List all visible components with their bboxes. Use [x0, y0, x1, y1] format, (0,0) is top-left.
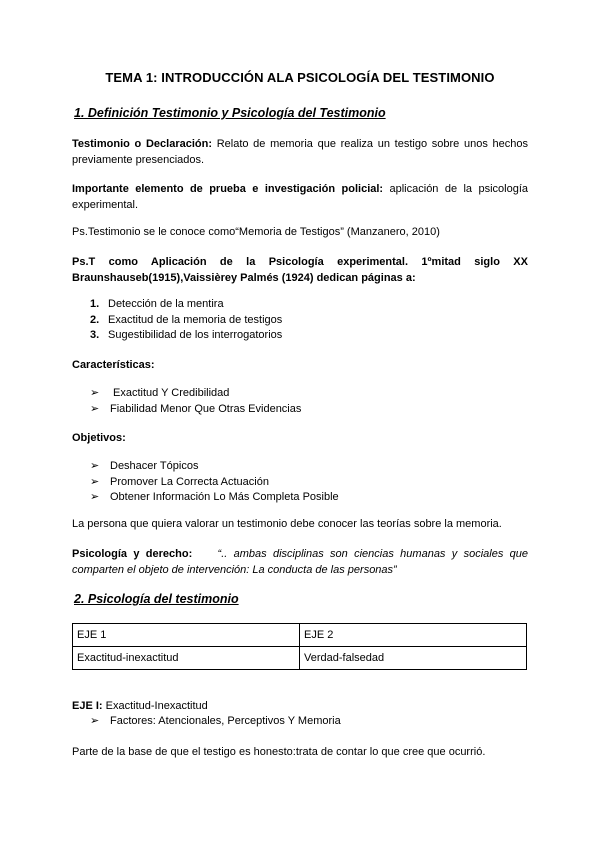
testimonio-text: Relato de memoria que realiza un testigo sobre unos hechos previamente presenciados.	[72, 138, 529, 166]
eje1-label: EJE I:	[72, 700, 103, 712]
importante-label: Importante elemento de prueba e investigación policial:	[72, 183, 384, 195]
caracteristicas-label: Características:	[72, 359, 155, 371]
table-header-cell: EJE 1	[73, 624, 300, 647]
eje1-paragraph	[72, 698, 528, 714]
arrow-bullet-icon: ➢	[90, 715, 100, 727]
objetivos-list	[90, 459, 339, 506]
base-paragraph: Parte de la base de que el testigo es honesto:trata de contar lo que cree que ocurrió.	[72, 746, 486, 758]
table-header-cell: EJE 2	[300, 624, 527, 647]
arrow-bullet-icon: ➢	[90, 491, 100, 503]
list-item: 1. Detección de la mentira	[90, 298, 224, 310]
testimonio-paragraph	[72, 136, 528, 168]
arrow-bullet-icon: ➢	[90, 387, 100, 399]
ejes-table	[72, 623, 527, 670]
psicologia-derecho-paragraph	[72, 546, 528, 578]
list-item: 3. Sugestibilidad de los interrogatorios	[90, 329, 283, 341]
list-item: ➢ Factores: Atencionales, Perceptivos Y Memoria	[90, 714, 341, 730]
table-cell: Verdad-falsedad	[300, 647, 527, 670]
arrow-bullet-icon: ➢	[90, 460, 100, 472]
page-title: TEMA 1: INTRODUCCIÓN ALA PSICOLOGÍA DEL TESTIMONIO	[105, 70, 495, 85]
importante-paragraph	[72, 181, 528, 213]
arrow-bullet-icon: ➢	[90, 402, 100, 415]
table-row	[73, 647, 527, 670]
list-item: ➢ Fiabilidad Menor Que Otras Evidencias	[90, 402, 301, 418]
psicologia-derecho-quote: “.. ambas disciplinas son ciencias humanas y sociales que comparten el objeto de intervención: La conducta de las personas”	[72, 548, 528, 576]
table-header-row	[73, 624, 527, 647]
pstestimonio-paragraph: Ps.Testimonio se le conoce como“Memoria de Testigos” (Manzanero, 2010)	[72, 226, 440, 238]
eje1-list	[90, 714, 341, 730]
section-1-heading: 1. Definición Testimonio y Psicología del Testimonio	[74, 106, 386, 120]
pst-paragraph: Ps.T como Aplicación de la Psicología experimental. 1ºmitad siglo XX Braunshauseb(1915),Vaissièrey Palmés (1924) dedican páginas a:	[72, 256, 528, 284]
list-item: 2. Exactitud de la memoria de testigos	[90, 313, 283, 326]
arrow-bullet-icon: ➢	[90, 475, 100, 488]
psicologia-derecho-label: Psicología y derecho:	[72, 548, 193, 560]
numbered-list	[90, 297, 282, 344]
testimonio-label: Testimonio o Declaración:	[72, 138, 212, 150]
persona-paragraph: La persona que quiera valorar un testimonio debe conocer las teorías sobre la memoria.	[72, 518, 502, 530]
importante-text: aplicación de la psicología experimental.	[72, 183, 528, 211]
eje1-text: Exactitud-Inexactitud	[102, 700, 208, 712]
list-item: ➢ Promover La Correcta Actuación	[90, 475, 339, 491]
caracteristicas-list	[90, 386, 301, 417]
list-item: ➢ Deshacer Tópicos	[90, 459, 339, 475]
table-cell: Exactitud-inexactitud	[73, 647, 300, 670]
objetivos-label: Objetivos:	[72, 432, 126, 444]
list-item: ➢ Exactitud Y Credibilidad	[90, 386, 301, 402]
section-2-heading: 2. Psicología del testimonio	[74, 592, 239, 606]
list-item: ➢ Obtener Información Lo Más Completa Posible	[90, 490, 339, 506]
